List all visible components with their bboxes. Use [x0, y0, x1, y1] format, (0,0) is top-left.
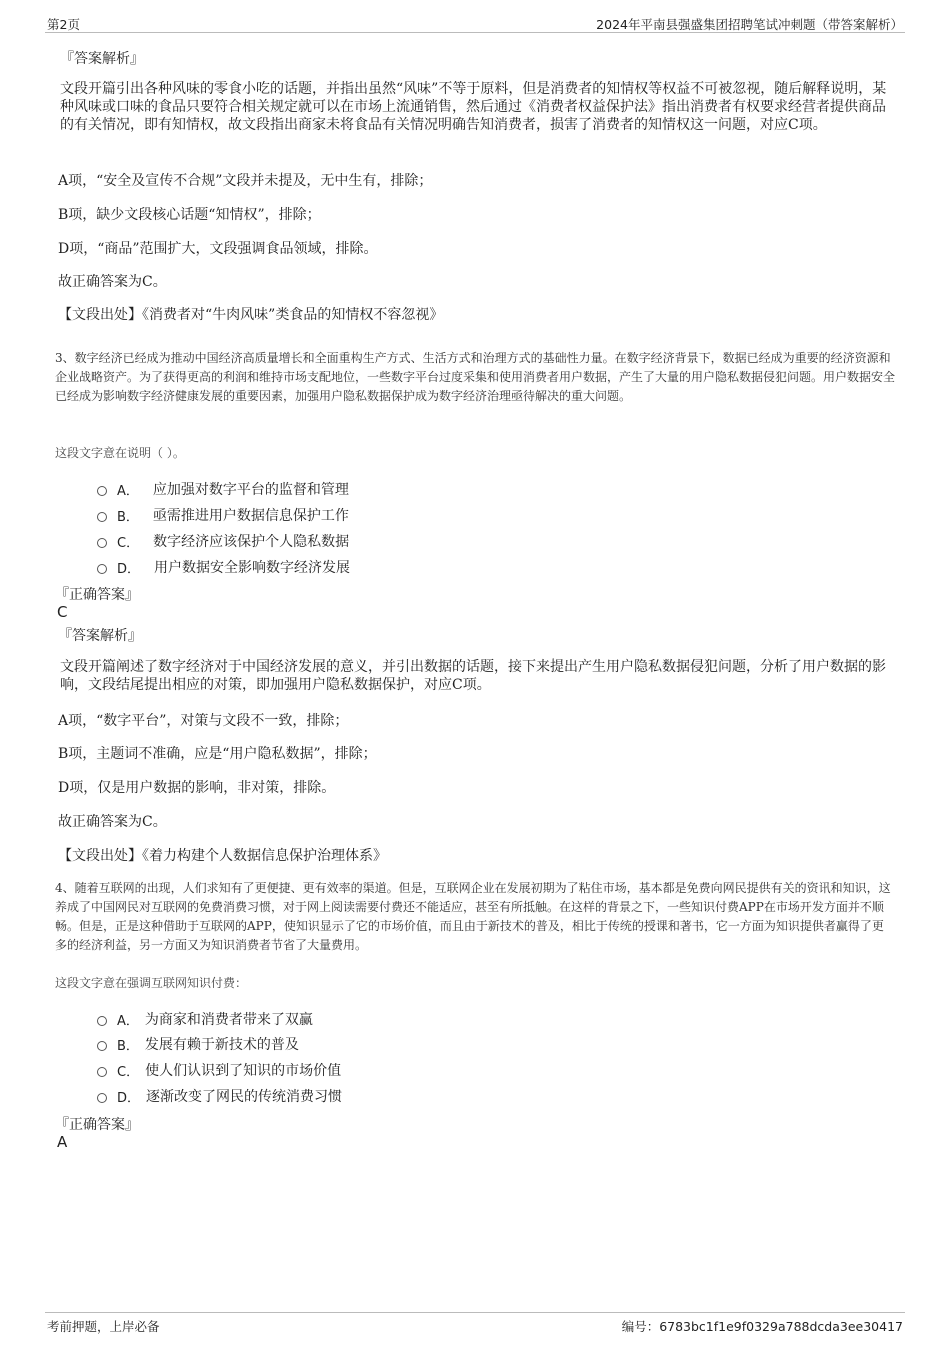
q3-analysis-text: 文段开篇阐述了数字经济对于中国经济发展的意义，并引出数据的话题，接下来提出产生用户隐私数据侵犯问题，分析了用户数据的影响，文段结尾提出相应的对策，即加强用户隐私数据保护，对应C项。 [60, 659, 886, 693]
radio-icon[interactable] [97, 1041, 107, 1051]
q3-option-b[interactable]: B． 亟需推进用户数据信息保护工作 [97, 505, 349, 525]
q3-stem: 3、数字经济已经成为推动中国经济高质量增长和全面重构生产方式、生活方式和治理方式的基础性力量。在数字经济背景下，数据已经成为重要的经济资源和企业战略资产。为了获得更高的利润和维持市场支配地位，一些数字平台过度采集和使用消费者用户数据，产生了大量的用户隐私数据侵犯问题。用户数据安全已经成为影响数字经济健康发展的重要因素，加强用户隐私数据保护成为数字经济治理亟待解决的重大问题。 [55, 351, 896, 403]
q3-elim-d: D项，仅是用户数据的影响，非对策，排除。 [58, 780, 336, 796]
page-footer [45, 1312, 905, 1335]
q2-conclusion: 故正确答案为C。 [58, 274, 167, 290]
q2-elim-a: A项，“安全及宣传不合规”文段并未提及，无中生有，排除； [58, 173, 433, 189]
radio-icon[interactable] [97, 538, 107, 548]
radio-icon[interactable] [97, 512, 107, 522]
radio-icon[interactable] [97, 486, 107, 496]
q3-elim-b: B项，主题词不准确，应是“用户隐私数据”，排除； [58, 746, 377, 762]
radio-icon[interactable] [97, 1067, 107, 1077]
q3-source: 【文段出处】《着力构建个人数据信息保护治理体系》 [58, 848, 387, 864]
q4-option-b[interactable]: B． 发展有赖于新技术的普及 [97, 1034, 299, 1054]
document-title: 2024年平南县强盛集团招聘笔试冲刺题（带答案解析） [596, 17, 903, 32]
q2-source: 【文段出处】《消费者对“牛肉风味”类食品的知情权不容忽视》 [58, 307, 444, 323]
q3-answer-label: 『正确答案』 [55, 587, 139, 603]
q4-prompt: 这段文字意在强调互联网知识付费： [55, 976, 248, 990]
radio-icon[interactable] [97, 1016, 107, 1026]
q2-analysis-text: 文段开篇引出各种风味的零食小吃的话题，并指出虽然“风味”不等于原料，但是消费者的知情权等权益不可被忽视，随后解释说明，某种风味或口味的食品只要符合相关规定就可以在市场上流通销售，然后通过《消费者权益保护法》指出消费者有权要求经营者提供商品的有关情况，即有知情权，故文段指出商家未将食品有关情况明确告知消费者，损害了消费者的知情权这一问题，对应C项。 [60, 81, 887, 133]
q3-option-a[interactable]: A． 应加强对数字平台的监督和管理 [97, 479, 349, 499]
q3-answer: C [57, 603, 68, 621]
q4-option-c[interactable]: C． 使人们认识到了知识的市场价值 [97, 1060, 341, 1080]
q2-elim-d: D项，“商品”范围扩大，文段强调食品领域，排除。 [58, 241, 378, 257]
q4-option-a[interactable]: A． 为商家和消费者带来了双赢 [97, 1009, 313, 1029]
q3-prompt: 这段文字意在说明（ ）。 [55, 446, 185, 460]
document-code: 编号：6783bc1f1e9f0329a788dcda3ee30417 [621, 1319, 903, 1334]
q3-elim-a: A项，“数字平台”，对策与文段不一致，排除； [58, 713, 349, 729]
q4-stem: 4、随着互联网的出现，人们求知有了更便捷、更有效率的渠道。但是，互联网企业在发展初期为了粘住市场，基本都是免费向网民提供有关的资讯和知识，这养成了中国网民对互联网的免费消费习惯，对于网上阅读需要付费还不能适应，甚至有所抵触。在这样的背景之下，一些知识付费APP在市场开发方面并不顺畅。但是，正是这种借助于互联网的APP，使知识显示了它的市场价值，而且由于新技术的普及，相比于传统的授课和著书，它一方面为知识提供者赢得了更多的经济利益，另一方面又为知识消费者节省了大量费用。 [55, 881, 891, 952]
page-number: 第2页 [47, 17, 80, 32]
radio-icon[interactable] [97, 564, 107, 574]
q2-analysis-label: 『答案解析』 [60, 51, 144, 67]
q2-elim-b: B项，缺少文段核心话题“知情权”，排除； [58, 207, 321, 223]
radio-icon[interactable] [97, 1093, 107, 1103]
page-header [45, 12, 905, 33]
q3-analysis-label: 『答案解析』 [58, 628, 142, 644]
footer-slogan: 考前押题，上岸必备 [47, 1319, 160, 1334]
q4-answer: A [57, 1133, 68, 1151]
q4-option-d[interactable]: D． 逐渐改变了网民的传统消费习惯 [97, 1086, 342, 1106]
q3-conclusion: 故正确答案为C。 [58, 814, 167, 830]
q3-option-c[interactable]: C． 数字经济应该保护个人隐私数据 [97, 531, 349, 551]
q3-option-d[interactable]: D． 用户数据安全影响数字经济发展 [97, 557, 350, 577]
q4-answer-label: 『正确答案』 [55, 1117, 139, 1133]
